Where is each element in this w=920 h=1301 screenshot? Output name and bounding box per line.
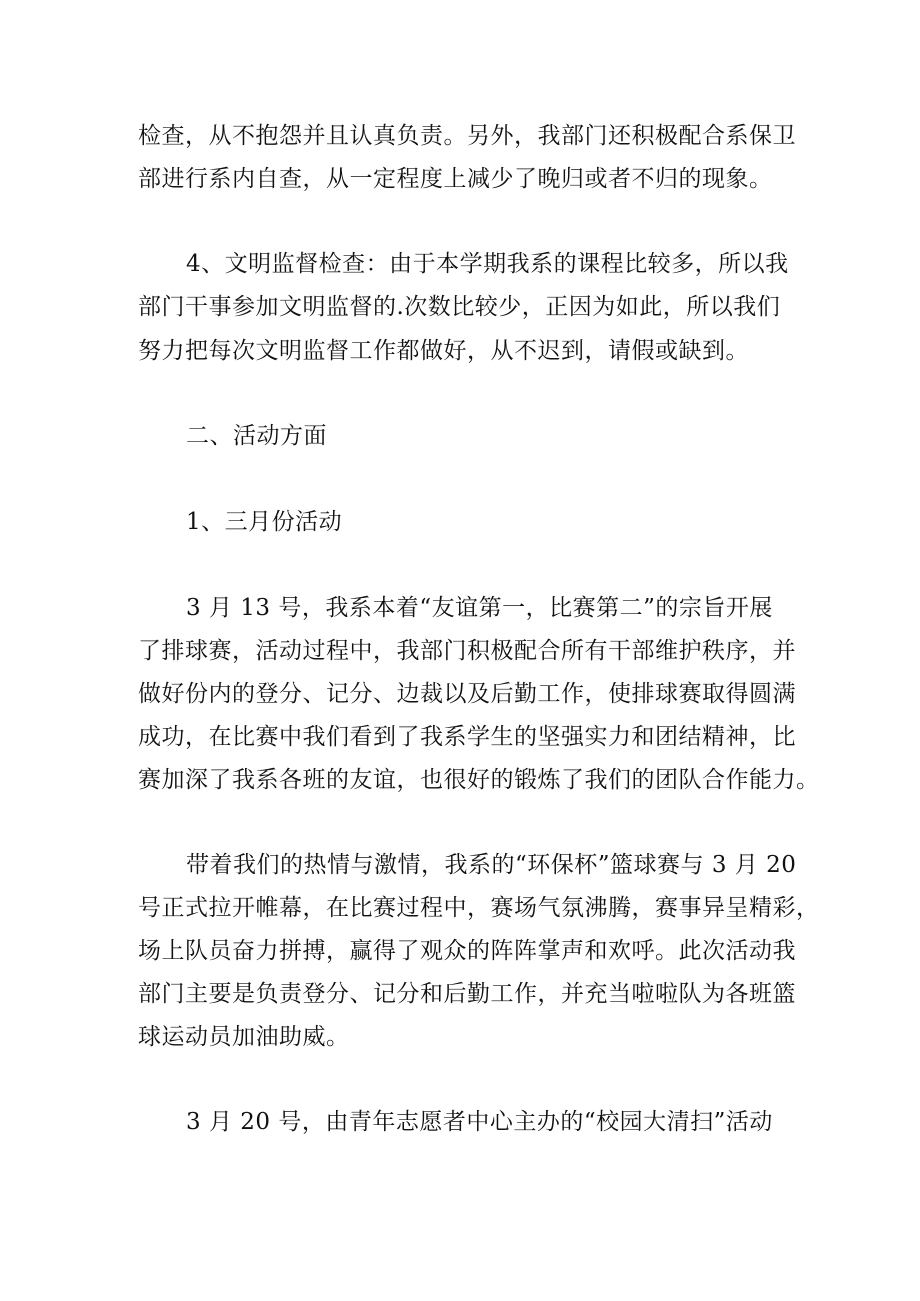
paragraph-continuation-line-1: 检查，从不抱怨并且认真负责。另外，我部门还积极配合系保卫	[138, 123, 796, 149]
paragraph-basketball-line-5: 球运动员加油助威。	[138, 1024, 350, 1050]
paragraph-basketball-line-3: 场上队员奋力拼搏，赢得了观众的阵阵掌声和欢呼。此次活动我	[138, 938, 796, 964]
paragraph-basketball-line-2: 号正式拉开帷幕，在比赛过程中，赛场气氛沸腾，赛事异呈精彩，	[138, 895, 820, 921]
paragraph-volleyball-line-2: 了排球赛，活动过程中，我部门积极配合所有干部维护秩序，并	[138, 638, 796, 664]
paragraph-item-4-line-2: 部门干事参加文明监督的.次数比较少，正因为如此，所以我们	[138, 294, 781, 320]
paragraph-volleyball-line-4: 成功，在比赛中我们看到了我系学生的坚强实力和团结精神，比	[138, 724, 796, 750]
paragraph-item-4-line-3: 努力把每次文明监督工作都做好，从不迟到，请假或缺到。	[138, 338, 749, 364]
paragraph-volleyball-line-5: 赛加深了我系各班的友谊，也很好的锻炼了我们的团队合作能力。	[138, 767, 820, 793]
paragraph-volleyball-line-3: 做好份内的登分、记分、边裁以及后勤工作，使排球赛取得圆满	[138, 681, 796, 707]
paragraph-volleyball-line-1: 3 月 13 号，我系本着“友谊第一，比赛第二”的宗旨开展	[186, 595, 773, 621]
section-heading-activities: 二、活动方面	[186, 423, 327, 449]
paragraph-item-4-line-1: 4、文明监督检查：由于本学期我系的课程比较多，所以我	[186, 251, 789, 277]
paragraph-continuation-line-2: 部进行系内自查，从一定程度上减少了晚归或者不归的现象。	[138, 166, 773, 192]
subsection-heading-march: 1、三月份活动	[186, 509, 343, 535]
paragraph-cleanup-line-1: 3 月 20 号，由青年志愿者中心主办的“校园大清扫”活动	[186, 1109, 773, 1135]
paragraph-basketball-line-1: 带着我们的热情与激情，我系的“环保杯”篮球赛与 3 月 20	[186, 852, 797, 878]
paragraph-basketball-line-4: 部门主要是负责登分、记分和后勤工作，并充当啦啦队为各班篮	[138, 981, 796, 1007]
